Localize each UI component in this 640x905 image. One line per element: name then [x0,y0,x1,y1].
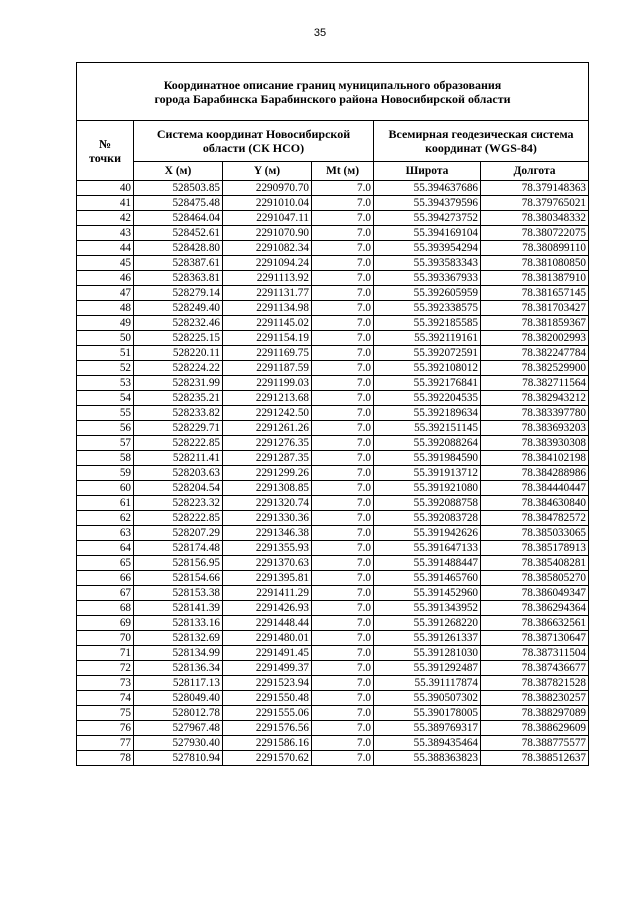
latitude-cell: 55.391261337 [374,631,481,646]
y-cell: 2291448.44 [223,616,312,631]
latitude-cell: 55.391647133 [374,541,481,556]
x-cell: 528233.82 [134,406,223,421]
mt-cell: 7.0 [312,316,374,331]
table-row [77,616,589,631]
x-cell: 528223.32 [134,496,223,511]
point-number-cell: 45 [77,256,134,271]
x-cell: 528452.61 [134,226,223,241]
table-row [77,706,589,721]
y-cell: 2291010.04 [223,196,312,211]
y-cell: 2291555.06 [223,706,312,721]
mt-cell: 7.0 [312,361,374,376]
y-cell: 2291480.01 [223,631,312,646]
point-number-cell: 70 [77,631,134,646]
table-row [77,496,589,511]
latitude-cell: 55.391117874 [374,676,481,691]
table-row [77,601,589,616]
latitude-cell: 55.393367933 [374,271,481,286]
point-number-cell: 63 [77,526,134,541]
table-row [77,241,589,256]
x-cell: 528220.11 [134,346,223,361]
table-row [77,751,589,766]
longitude-cell: 78.384102198 [481,451,589,466]
y-cell: 2291576.56 [223,721,312,736]
mt-cell: 7.0 [312,421,374,436]
table-row [77,271,589,286]
x-column-header: X (м) [134,162,223,181]
y-cell: 2291276.35 [223,436,312,451]
table-row [77,646,589,661]
point-number-cell: 46 [77,271,134,286]
latitude-column-header: Широта [374,162,481,181]
column-header-row [77,162,589,181]
x-cell: 528207.29 [134,526,223,541]
x-cell: 528235.21 [134,391,223,406]
longitude-cell: 78.388297089 [481,706,589,721]
mt-cell: 7.0 [312,196,374,211]
longitude-cell: 78.385033065 [481,526,589,541]
table-row [77,556,589,571]
longitude-cell: 78.385805270 [481,571,589,586]
table-row [77,346,589,361]
table-row [77,421,589,436]
mt-cell: 7.0 [312,271,374,286]
table-row [77,481,589,496]
x-cell: 528153.38 [134,586,223,601]
y-cell: 2291355.93 [223,541,312,556]
longitude-column-header: Долгота [481,162,589,181]
point-number-cell: 47 [77,286,134,301]
x-cell: 528225.15 [134,331,223,346]
table-row [77,226,589,241]
y-cell: 2291113.92 [223,271,312,286]
x-cell: 528231.99 [134,376,223,391]
longitude-cell: 78.381080850 [481,256,589,271]
y-cell: 2291082.34 [223,241,312,256]
table-row [77,571,589,586]
wgs84-system-header: Всемирная геодезическая система координат (WGS-84) [374,121,589,162]
x-cell: 528387.61 [134,256,223,271]
mt-cell: 7.0 [312,601,374,616]
longitude-cell: 78.379148363 [481,181,589,196]
y-cell: 2291070.90 [223,226,312,241]
latitude-cell: 55.391292487 [374,661,481,676]
latitude-cell: 55.389435464 [374,736,481,751]
longitude-cell: 78.379765021 [481,196,589,211]
x-cell: 528049.40 [134,691,223,706]
longitude-cell: 78.388512637 [481,751,589,766]
x-cell: 528012.78 [134,706,223,721]
mt-cell: 7.0 [312,346,374,361]
y-cell: 2291199.03 [223,376,312,391]
longitude-cell: 78.380722075 [481,226,589,241]
point-number-cell: 42 [77,211,134,226]
point-number-cell: 71 [77,646,134,661]
latitude-cell: 55.393583343 [374,256,481,271]
longitude-cell: 78.381387910 [481,271,589,286]
point-number-header [77,121,134,181]
longitude-cell: 78.384782572 [481,511,589,526]
table-row [77,256,589,271]
y-cell: 2291287.35 [223,451,312,466]
point-number-cell: 41 [77,196,134,211]
mt-cell: 7.0 [312,751,374,766]
point-number-cell: 78 [77,751,134,766]
x-cell: 528211.41 [134,451,223,466]
mt-cell: 7.0 [312,541,374,556]
point-number-cell: 54 [77,391,134,406]
y-cell: 2291550.48 [223,691,312,706]
table-row [77,286,589,301]
latitude-cell: 55.394637686 [374,181,481,196]
table-row [77,676,589,691]
mt-cell: 7.0 [312,211,374,226]
point-number-cell: 60 [77,481,134,496]
mt-cell: 7.0 [312,526,374,541]
longitude-cell: 78.381859367 [481,316,589,331]
latitude-cell: 55.392204535 [374,391,481,406]
y-cell: 2291154.19 [223,331,312,346]
mt-cell: 7.0 [312,706,374,721]
x-cell: 528475.48 [134,196,223,211]
mt-cell: 7.0 [312,286,374,301]
x-cell: 528224.22 [134,361,223,376]
table-row [77,511,589,526]
table-row [77,181,589,196]
x-cell: 528428.80 [134,241,223,256]
nso-system-header: Система координат Новосибирской области (СК НСО) [134,121,374,162]
table-row [77,691,589,706]
point-number-cell: 59 [77,466,134,481]
table-row [77,721,589,736]
longitude-cell: 78.381703427 [481,301,589,316]
y-cell: 2291499.37 [223,661,312,676]
longitude-cell: 78.386049347 [481,586,589,601]
mt-cell: 7.0 [312,631,374,646]
mt-cell: 7.0 [312,331,374,346]
table-row [77,391,589,406]
title-row [77,63,589,121]
y-cell: 2290970.70 [223,181,312,196]
mt-cell: 7.0 [312,556,374,571]
table-row [77,361,589,376]
table-row [77,631,589,646]
table-title-line-2: города Барабинска Барабинского района Новосибирской области [154,91,511,106]
table-row [77,466,589,481]
x-cell: 528222.85 [134,436,223,451]
longitude-cell: 78.387821528 [481,676,589,691]
mt-cell: 7.0 [312,661,374,676]
point-number-cell: 72 [77,661,134,676]
table-row [77,331,589,346]
latitude-cell: 55.392072591 [374,346,481,361]
x-cell: 528117.13 [134,676,223,691]
system-header-row [77,121,589,162]
longitude-cell: 78.385408281 [481,556,589,571]
y-cell: 2291242.50 [223,406,312,421]
y-cell: 2291411.29 [223,586,312,601]
mt-cell: 7.0 [312,646,374,661]
coordinates-table [76,62,589,766]
y-cell: 2291169.75 [223,346,312,361]
x-cell: 528136.34 [134,661,223,676]
point-number-cell: 56 [77,421,134,436]
point-number-cell: 76 [77,721,134,736]
mt-cell: 7.0 [312,406,374,421]
table-row [77,736,589,751]
y-cell: 2291299.26 [223,466,312,481]
longitude-cell: 78.386294364 [481,601,589,616]
y-column-header: Y (м) [223,162,312,181]
longitude-cell: 78.388230257 [481,691,589,706]
longitude-cell: 78.382002993 [481,331,589,346]
latitude-cell: 55.391452960 [374,586,481,601]
longitude-cell: 78.383397780 [481,406,589,421]
table-body [77,181,589,766]
longitude-cell: 78.388629609 [481,721,589,736]
y-cell: 2291320.74 [223,496,312,511]
mt-cell: 7.0 [312,391,374,406]
point-number-cell: 69 [77,616,134,631]
mt-cell: 7.0 [312,301,374,316]
x-cell: 528174.48 [134,541,223,556]
latitude-cell: 55.391984590 [374,451,481,466]
mt-cell: 7.0 [312,466,374,481]
longitude-cell: 78.385178913 [481,541,589,556]
mt-cell: 7.0 [312,256,374,271]
point-number-cell: 55 [77,406,134,421]
mt-cell: 7.0 [312,496,374,511]
longitude-cell: 78.382943212 [481,391,589,406]
point-number-cell: 66 [77,571,134,586]
longitude-cell: 78.382711564 [481,376,589,391]
x-cell: 528133.16 [134,616,223,631]
latitude-cell: 55.388363823 [374,751,481,766]
x-cell: 528279.14 [134,286,223,301]
mt-cell: 7.0 [312,241,374,256]
table-row [77,376,589,391]
x-cell: 528132.69 [134,631,223,646]
latitude-cell: 55.392088758 [374,496,481,511]
point-number-cell: 67 [77,586,134,601]
table-row [77,661,589,676]
table-row [77,526,589,541]
mt-cell: 7.0 [312,181,374,196]
mt-cell: 7.0 [312,586,374,601]
point-number-cell: 61 [77,496,134,511]
y-cell: 2291145.02 [223,316,312,331]
point-number-cell: 43 [77,226,134,241]
longitude-cell: 78.384440447 [481,481,589,496]
mt-cell: 7.0 [312,511,374,526]
point-number-cell: 53 [77,376,134,391]
x-cell: 528222.85 [134,511,223,526]
latitude-cell: 55.391465760 [374,571,481,586]
latitude-cell: 55.389769317 [374,721,481,736]
y-cell: 2291330.36 [223,511,312,526]
x-cell: 528154.66 [134,571,223,586]
y-cell: 2291491.45 [223,646,312,661]
point-number-cell: 44 [77,241,134,256]
point-number-cell: 52 [77,361,134,376]
mt-cell: 7.0 [312,691,374,706]
latitude-cell: 55.392151145 [374,421,481,436]
page-number: 35 [313,27,327,39]
mt-cell: 7.0 [312,436,374,451]
longitude-cell: 78.387311504 [481,646,589,661]
latitude-cell: 55.391343952 [374,601,481,616]
mt-cell: 7.0 [312,226,374,241]
x-cell: 528141.39 [134,601,223,616]
point-number-cell: 51 [77,346,134,361]
longitude-cell: 78.384288986 [481,466,589,481]
y-cell: 2291523.94 [223,676,312,691]
table-row [77,586,589,601]
y-cell: 2291570.62 [223,751,312,766]
longitude-cell: 78.388775577 [481,736,589,751]
point-number-cell: 68 [77,601,134,616]
latitude-cell: 55.392189634 [374,406,481,421]
table-row [77,436,589,451]
latitude-cell: 55.394169104 [374,226,481,241]
latitude-cell: 55.391268220 [374,616,481,631]
x-cell: 528229.71 [134,421,223,436]
point-number-cell: 57 [77,436,134,451]
longitude-cell: 78.387130647 [481,631,589,646]
x-cell: 528134.99 [134,646,223,661]
table-title [77,63,589,121]
mt-cell: 7.0 [312,451,374,466]
latitude-cell: 55.392176841 [374,376,481,391]
point-number-cell: 49 [77,316,134,331]
point-number-cell: 58 [77,451,134,466]
point-number-cell: 50 [77,331,134,346]
y-cell: 2291261.26 [223,421,312,436]
x-cell: 528156.95 [134,556,223,571]
y-cell: 2291308.85 [223,481,312,496]
point-number-cell: 64 [77,541,134,556]
point-number-cell: 77 [77,736,134,751]
longitude-cell: 78.380899110 [481,241,589,256]
latitude-cell: 55.391942626 [374,526,481,541]
latitude-cell: 55.392119161 [374,331,481,346]
x-cell: 528363.81 [134,271,223,286]
y-cell: 2291586.16 [223,736,312,751]
latitude-cell: 55.390507302 [374,691,481,706]
table-row [77,301,589,316]
y-cell: 2291047.11 [223,211,312,226]
x-cell: 528232.46 [134,316,223,331]
mt-cell: 7.0 [312,736,374,751]
mt-cell: 7.0 [312,481,374,496]
latitude-cell: 55.394379596 [374,196,481,211]
y-cell: 2291131.77 [223,286,312,301]
longitude-cell: 78.384630840 [481,496,589,511]
latitude-cell: 55.392185585 [374,316,481,331]
latitude-cell: 55.392083728 [374,511,481,526]
longitude-cell: 78.383930308 [481,436,589,451]
y-cell: 2291094.24 [223,256,312,271]
point-number-symbol: № [98,136,112,151]
x-cell: 527810.94 [134,751,223,766]
y-cell: 2291426.93 [223,601,312,616]
mt-column-header: Mt (м) [312,162,374,181]
latitude-cell: 55.394273752 [374,211,481,226]
y-cell: 2291134.98 [223,301,312,316]
x-cell: 528204.54 [134,481,223,496]
y-cell: 2291213.68 [223,391,312,406]
x-cell: 528503.85 [134,181,223,196]
mt-cell: 7.0 [312,376,374,391]
table-row [77,541,589,556]
longitude-cell: 78.386632561 [481,616,589,631]
table-row [77,316,589,331]
latitude-cell: 55.392338575 [374,301,481,316]
longitude-cell: 78.382247784 [481,346,589,361]
longitude-cell: 78.381657145 [481,286,589,301]
point-number-cell: 40 [77,181,134,196]
table-title-line-1: Координатное описание границ муниципального образования [163,77,502,92]
y-cell: 2291346.38 [223,526,312,541]
y-cell: 2291395.81 [223,571,312,586]
table-row [77,211,589,226]
longitude-cell: 78.380348332 [481,211,589,226]
x-cell: 527967.48 [134,721,223,736]
point-number-cell: 65 [77,556,134,571]
y-cell: 2291370.63 [223,556,312,571]
latitude-cell: 55.391921080 [374,481,481,496]
mt-cell: 7.0 [312,571,374,586]
table-row [77,451,589,466]
latitude-cell: 55.393954294 [374,241,481,256]
x-cell: 528203.63 [134,466,223,481]
point-number-cell: 62 [77,511,134,526]
point-number-cell: 75 [77,706,134,721]
point-number-cell: 48 [77,301,134,316]
point-number-cell: 74 [77,691,134,706]
mt-cell: 7.0 [312,676,374,691]
latitude-cell: 55.391281030 [374,646,481,661]
latitude-cell: 55.391488447 [374,556,481,571]
x-cell: 527930.40 [134,736,223,751]
latitude-cell: 55.392088264 [374,436,481,451]
table-row [77,196,589,211]
latitude-cell: 55.391913712 [374,466,481,481]
latitude-cell: 55.390178005 [374,706,481,721]
longitude-cell: 78.382529900 [481,361,589,376]
longitude-cell: 78.383693203 [481,421,589,436]
latitude-cell: 55.392605959 [374,286,481,301]
mt-cell: 7.0 [312,721,374,736]
mt-cell: 7.0 [312,616,374,631]
point-number-cell: 73 [77,676,134,691]
latitude-cell: 55.392108012 [374,361,481,376]
point-number-label: точки [88,150,122,165]
y-cell: 2291187.59 [223,361,312,376]
x-cell: 528464.04 [134,211,223,226]
table-row [77,406,589,421]
x-cell: 528249.40 [134,301,223,316]
longitude-cell: 78.387436677 [481,661,589,676]
